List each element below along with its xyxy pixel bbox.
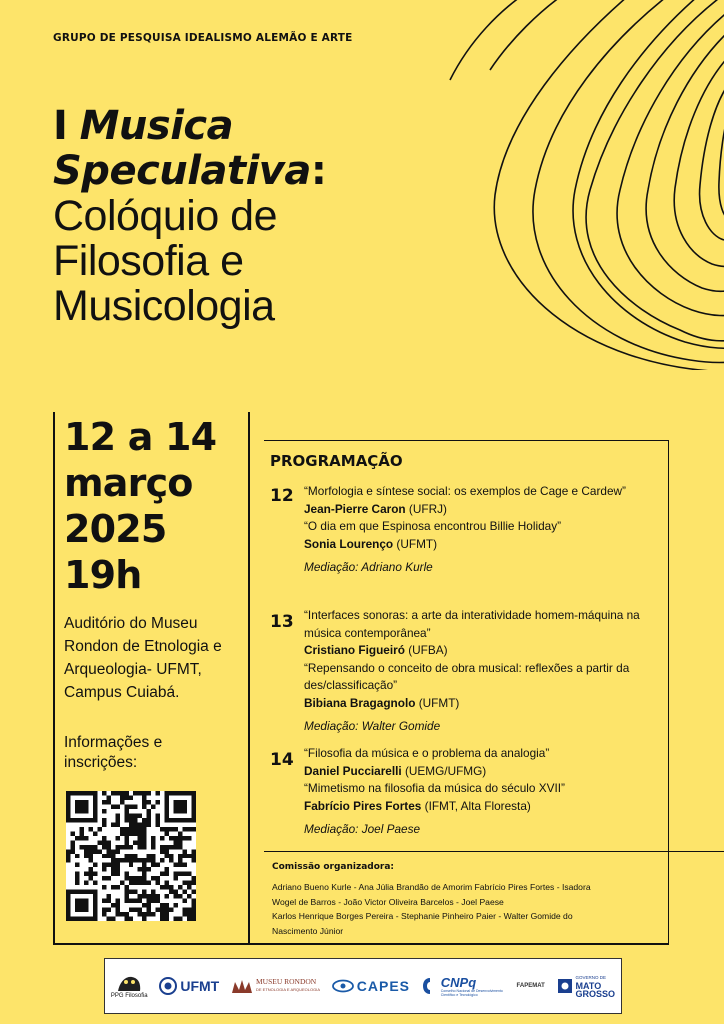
fapemat-label: FAPEMAT <box>516 983 545 989</box>
talk-speaker-line <box>304 536 649 554</box>
owl-icon <box>116 973 142 993</box>
speaker-name: Jean-Pierre Caron <box>304 501 406 516</box>
committee-line-4: Nascimento Júnior <box>272 925 344 936</box>
ufmt-seal-icon <box>159 977 177 995</box>
program-day-14: 14 <box>270 750 294 770</box>
speaker-affiliation: (UFRJ) <box>405 501 447 516</box>
ppg-label: PPG Filosofia <box>110 993 148 999</box>
registration-info: Informações e inscrições: <box>64 734 163 771</box>
registration-qr-code[interactable] <box>66 791 196 921</box>
speaker-affiliation: (UFMT) <box>415 695 460 710</box>
museu-rondon-logo <box>231 978 320 994</box>
talk-speaker-line <box>304 695 649 713</box>
program-day-12: 12 <box>270 486 294 506</box>
gov-label-2: MATO <box>575 981 602 991</box>
committee-members <box>272 880 642 938</box>
title-line-5: Musicologia <box>53 282 275 330</box>
talk-speaker-line <box>304 642 649 660</box>
program-day-14-talks <box>304 745 649 839</box>
program-title: PROGRAMAÇÃO <box>270 452 403 470</box>
talk-title: “O dia em que Espinosa encontrou Billie Holiday” <box>304 519 562 533</box>
committee-title: Comissão organizadora: <box>272 862 395 872</box>
speaker-name: Bibiana Bragagnolo <box>304 695 416 710</box>
left-divider <box>53 412 55 944</box>
talk-speaker-line <box>304 798 649 816</box>
program-day-13: 13 <box>270 612 294 632</box>
speaker-affiliation: (UEMG/UFMG) <box>401 763 487 778</box>
governo-mt-logo <box>557 974 616 998</box>
date-year: 2025 <box>64 507 167 551</box>
committee-divider <box>264 851 724 852</box>
title-line-1 <box>53 104 473 149</box>
committee-line-1: Adriano Bueno Kurle - Ana Júlia Brandão de Amorim Fabrício Pires Fortes - Isadora <box>272 882 591 892</box>
gov-label-3: GROSSO <box>575 989 616 999</box>
committee-line-2: Wogel de Barros - João Victor Oliveira Barcelos - Joel Paese <box>272 896 504 907</box>
event-title <box>53 104 473 329</box>
talk-title: “Morfologia e síntese social: os exemplos de Cage e Cardew” <box>304 484 626 498</box>
title-line-2 <box>53 149 473 194</box>
talk-speaker-line <box>304 501 649 519</box>
date-range: 12 a 14 <box>64 415 217 459</box>
talk-speaker-line <box>304 763 649 781</box>
cnpq-label: CNPq <box>440 974 477 990</box>
title-line-4: Filosofia e <box>53 237 244 285</box>
sponsor-logos-strip <box>104 958 622 1014</box>
topographic-waves-graphic <box>430 0 724 370</box>
talk-title: “Mimetismo na filosofia da música do século XVII” <box>304 781 565 795</box>
talk-title: “Repensando o conceito de obra musical: reflexões a partir da des/classificação” <box>304 660 630 692</box>
gov-label-1: GOVERNO DE <box>575 975 607 980</box>
program-day-13-talks <box>304 607 649 736</box>
capes-logo <box>332 978 410 994</box>
mediation: Mediação: Adriano Kurle <box>304 560 433 574</box>
title-speculativa: Speculativa <box>53 148 311 194</box>
bottom-divider <box>53 943 668 945</box>
event-dates <box>64 414 216 598</box>
fapemat-logo <box>517 983 545 989</box>
mt-state-icon <box>557 978 573 994</box>
speaker-affiliation: (UFMT) <box>393 536 438 551</box>
museum-icon <box>231 978 253 994</box>
ppg-filosofia-logo <box>111 973 148 999</box>
speaker-name: Sonia Lourenço <box>304 536 394 551</box>
research-group-name: GRUPO DE PESQUISA IDEALISMO ALEMÃO E ARTE <box>53 32 353 44</box>
talk-title: “Interfaces sonoras: a arte da interatividade homem-máquina na música contemporânea” <box>304 608 640 640</box>
column-divider <box>248 412 250 944</box>
title-colon: : <box>310 148 327 194</box>
committee-line-3: Karlos Henrique Borges Pereira - Stephanie Pinheiro Paier - Walter Gomide do <box>272 911 573 921</box>
speaker-name: Cristiano Figueiró <box>304 643 405 657</box>
speaker-affiliation: (UFBA) <box>404 643 448 657</box>
event-venue: Auditório do Museu Rondon de Etnologia e Arqueologia- UFMT, Campus Cuiabá. <box>64 615 222 701</box>
mediation: Mediação: Walter Gomide <box>304 719 441 733</box>
speaker-name: Fabrício Pires Fortes <box>304 798 422 813</box>
talk-title: “Filosofia da música e o problema da analogia” <box>304 746 550 760</box>
ufmt-logo <box>159 977 219 995</box>
cnpq-logo <box>422 976 505 997</box>
date-month: março <box>64 461 193 505</box>
title-roman-numeral: I <box>53 103 68 149</box>
cnpq-icon <box>422 977 438 995</box>
museu-sub-label: DE ETNOLOGIA E ARQUEOLOGIA <box>255 987 321 992</box>
ufmt-label: UFMT <box>180 978 220 994</box>
speaker-name: Daniel Pucciarelli <box>304 763 402 778</box>
title-line-3: Colóquio de <box>53 192 278 240</box>
title-musica: Musica <box>79 103 234 149</box>
museu-label: MUSEU RONDON <box>255 977 317 986</box>
program-day-12-talks <box>304 483 649 577</box>
capes-label: CAPES <box>356 978 411 994</box>
event-time: 19h <box>64 553 142 597</box>
capes-eye-icon <box>332 979 354 993</box>
cnpq-sub-label: Conselho Nacional de Desenvolvimento Científico e Tecnológico <box>440 988 503 997</box>
mediation: Mediação: Joel Paese <box>304 822 421 836</box>
speaker-affiliation: (IFMT, Alta Floresta) <box>421 798 531 813</box>
